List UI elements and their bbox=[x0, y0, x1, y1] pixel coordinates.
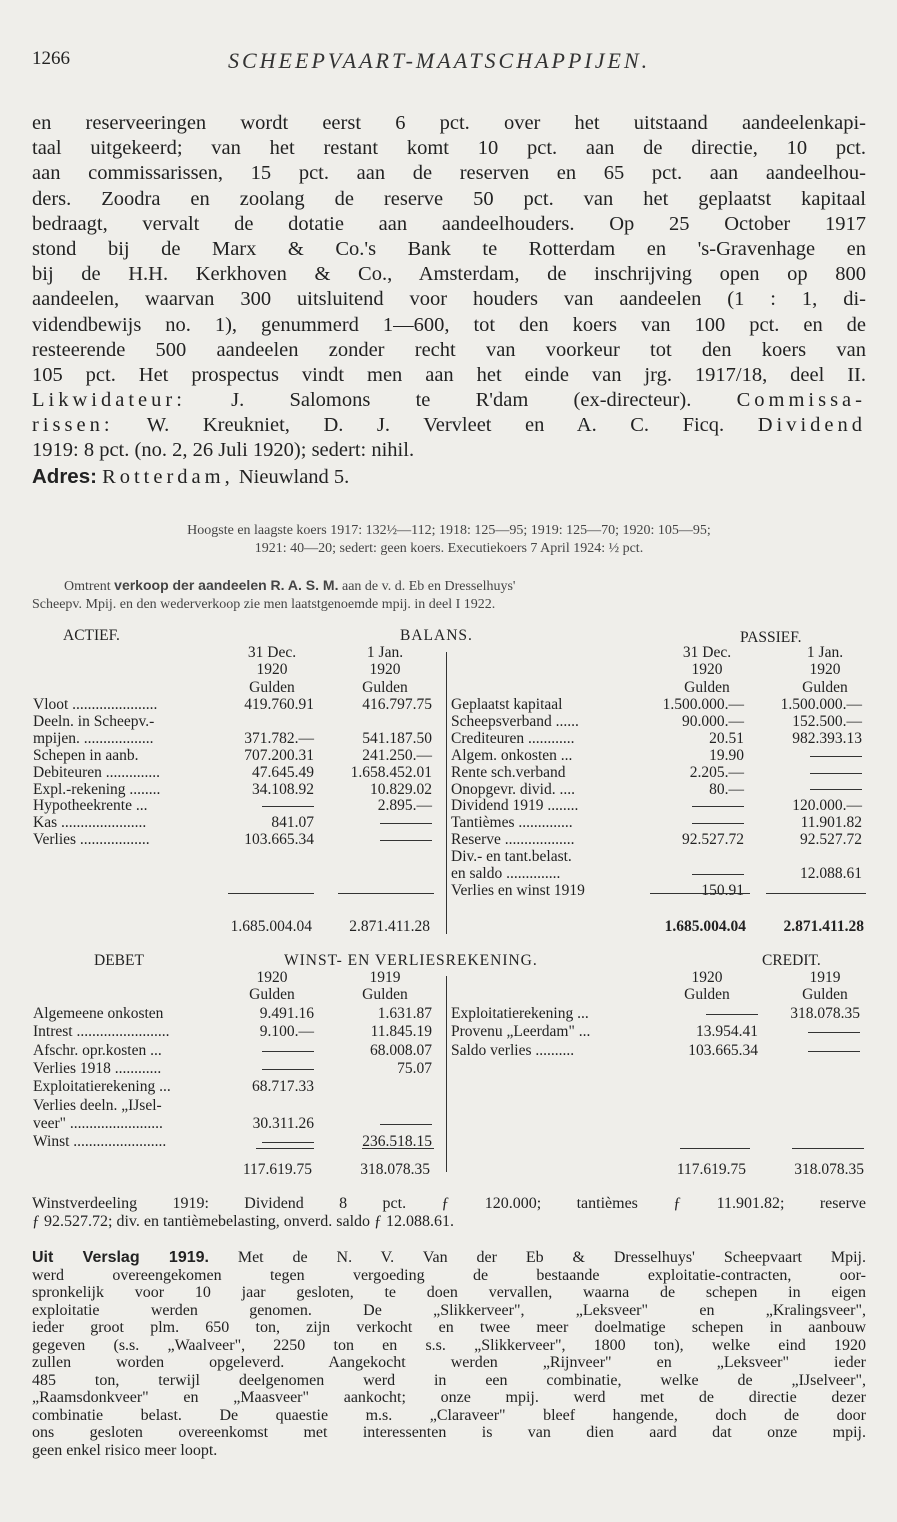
address-city: Rotterdam, bbox=[102, 465, 234, 488]
credit-label: CREDIT. bbox=[762, 952, 821, 969]
report-label: Uit Verslag 1919. bbox=[32, 1249, 209, 1266]
actief-row-value-a: 707.200.31 bbox=[244, 746, 314, 764]
debet-label: DEBET bbox=[94, 952, 144, 969]
actief-row-value-b: 541.187.50 bbox=[362, 729, 432, 747]
actief-row-label: Expl.-rekening ........ bbox=[33, 780, 161, 798]
report-line: Uit Verslag 1919. Met de N. V. Van der Eb & Dresselhuys' Scheepvaart Mpij. bbox=[32, 1249, 866, 1266]
balance-title: BALANS. bbox=[400, 627, 473, 644]
passief-row-value-b: 11.901.82 bbox=[800, 814, 862, 832]
debet-row-label: Exploitatierekening ... bbox=[33, 1078, 171, 1096]
passief-row-value-b: 120.000.— bbox=[792, 797, 862, 815]
actief-row-value-a: 47.645.49 bbox=[252, 763, 314, 781]
debet-row-value-a bbox=[204, 1060, 314, 1077]
col-header: 1920 bbox=[256, 969, 288, 986]
total-rule bbox=[680, 1148, 750, 1149]
intro-line: aan commissarissen, 15 pct. aan de reserven en 65 pct. aan aandeelhou- bbox=[32, 162, 866, 185]
actief-row-label: Vloot ...................... bbox=[33, 696, 158, 713]
passief-row-value-b: 12.088.61 bbox=[800, 865, 862, 882]
passief-row-value-a: 19.90 bbox=[709, 746, 744, 764]
nil-dash bbox=[262, 1051, 314, 1052]
nil-dash bbox=[380, 1124, 432, 1125]
actief-row-label: Kas ...................... bbox=[33, 814, 147, 832]
passief-row-label: Dividend 1919 ........ bbox=[451, 797, 579, 815]
passief-row-label: Onopgevr. divid. .... bbox=[451, 780, 575, 798]
total-rule bbox=[362, 1148, 434, 1149]
actief-total-a: 1.685.004.04 bbox=[230, 918, 312, 935]
nil-dash bbox=[808, 1051, 860, 1052]
col-header: Gulden bbox=[362, 986, 408, 1003]
total-rule bbox=[256, 1148, 314, 1149]
intro-line: taal uitgekeerd; van het restant komt 10 pct. aan de directie, 10 pct. bbox=[32, 137, 866, 160]
col-header: 1920 bbox=[691, 661, 723, 678]
intro-line: aandeelen, waarvan 300 uitsluitend voor houders van aandeelen (1 : 1, di- bbox=[32, 288, 866, 311]
actief-row-value-a: 841.07 bbox=[271, 814, 314, 832]
debet-total-a: 117.619.75 bbox=[242, 1161, 312, 1178]
pnl-title: WINST- EN VERLIESREKENING. bbox=[284, 952, 538, 969]
passief-row-value-a: 2.205.— bbox=[689, 763, 744, 781]
passief-row-label: Geplaatst kapitaal bbox=[451, 696, 563, 713]
passief-total-a: 1.685.004.04 bbox=[664, 918, 746, 935]
report-line: geen enkel risico meer loopt. bbox=[32, 1441, 218, 1459]
actief-row-value-a: 419.760.91 bbox=[244, 696, 314, 713]
passief-row-value-a: 1.500.000.— bbox=[662, 696, 744, 713]
passief-row-label: Verlies en winst 1919 bbox=[451, 881, 585, 899]
passief-row-value-b: 1.500.000.— bbox=[780, 696, 862, 713]
address-street: Nieuwland 5. bbox=[233, 465, 350, 488]
nil-dash bbox=[262, 1069, 314, 1070]
col-header: 1920 bbox=[809, 661, 841, 678]
distribution-line: ƒ 92.527.72; div. en tantièmebelasting, onverd. saldo ƒ 12.088.61. bbox=[32, 1212, 455, 1230]
quotes-line: 1921: 40—20; sedert: geen koers. Executiekoers 7 April 1924: ½ pct. bbox=[254, 541, 644, 556]
distribution-line: Winstverdeeling 1919: Dividend 8 pct. ƒ 120.000; tantièmes ƒ 11.901.82; reserve bbox=[32, 1195, 866, 1212]
liquidator-text: J. Salomons te R'dam (ex-directeur). bbox=[185, 389, 737, 412]
col-header: Gulden bbox=[249, 679, 295, 696]
intro-line: stond bij de Marx & Co.'s Bank te Rotterdam en 's-Gravenhage en bbox=[32, 237, 866, 260]
total-rule bbox=[792, 1148, 864, 1149]
commissioners-text: W. Kreukniet, D. J. Vervleet en A. C. Ficq. bbox=[113, 414, 758, 437]
actief-row-value-a: 34.108.92 bbox=[252, 780, 314, 798]
col-header: 1920 bbox=[369, 661, 401, 678]
credit-row-label: Saldo verlies .......... bbox=[451, 1041, 575, 1059]
passief-row-label: Rente sch.verband bbox=[451, 763, 566, 781]
debet-row-value-b: 11.845.19 bbox=[370, 1023, 432, 1041]
actief-row-value-a: 103.665.34 bbox=[244, 831, 314, 849]
col-header: Gulden bbox=[362, 679, 408, 696]
passief-row-label: Tantièmes .............. bbox=[451, 814, 573, 832]
actief-row-value-b: 416.797.75 bbox=[362, 696, 432, 713]
col-header: 1919 bbox=[809, 969, 841, 986]
debet-row-value-a: 9.100.— bbox=[259, 1023, 314, 1041]
col-header: 31 Dec. bbox=[682, 644, 732, 661]
nil-dash bbox=[808, 1032, 860, 1033]
actief-row-value-b: 1.658.452.01 bbox=[350, 763, 432, 781]
passief-row-value-b: 982.393.13 bbox=[792, 729, 862, 747]
credit-total-b: 318.078.35 bbox=[794, 1161, 864, 1178]
debet-row-label: Verlies 1918 ............ bbox=[33, 1059, 162, 1077]
col-header: 1920 bbox=[691, 969, 723, 986]
actief-row-label: Deeln. in Scheepv.- bbox=[33, 712, 155, 730]
passief-row-value-a: 150.91 bbox=[701, 881, 744, 899]
col-header: 31 Dec. bbox=[247, 644, 297, 661]
intro-line: 105 pct. Het prospectus vindt men aan het einde van jrg. 1917/18, deel II. bbox=[32, 363, 866, 386]
intro-line: en reserveeringen wordt eerst 6 pct. over het uitstaand aandeelenkapi- bbox=[32, 112, 866, 134]
report-line: spronkelijk voor 10 jaar gesloten, te doen vervallen, waarna de schepen in eigen bbox=[32, 1284, 866, 1301]
col-header: 1 Jan. bbox=[366, 644, 404, 661]
page-number: 1266 bbox=[32, 48, 70, 69]
credit-row-value-a: 103.665.34 bbox=[688, 1041, 758, 1059]
intro-line: ders. Zoodra en zoolang de reserve 50 pct. van het geplaatst kapitaal bbox=[32, 187, 866, 210]
credit-total-a: 117.619.75 bbox=[676, 1161, 746, 1178]
report-line: combinatie belast. De quaestie m.s. „Claraveer" bleef hangende, doch de door bbox=[32, 1406, 866, 1424]
passief-row-value-a: 80.— bbox=[709, 780, 744, 798]
report-line: „Raamsdonkveer" en „Maasveer" aankocht; onze mpij. werd met de directie dezer bbox=[32, 1389, 866, 1406]
col-header: Gulden bbox=[249, 986, 295, 1003]
actief-row-label: Schepen in aanb. bbox=[33, 746, 139, 764]
debet-row-value-b: 1.631.87 bbox=[377, 1005, 432, 1022]
note-line: Omtrent verkoop der aandeelen R. A. S. M. aan de v. d. Eb en Dresselhuys' bbox=[64, 577, 516, 594]
credit-row-value-b: 318.078.35 bbox=[790, 1005, 860, 1022]
col-header: Gulden bbox=[802, 986, 848, 1003]
debet-total-b: 318.078.35 bbox=[360, 1161, 430, 1178]
actief-row-value-a: 371.782.— bbox=[244, 729, 314, 747]
report-line: 485 ton, terwijl deelgenomen werd in een combinatie, welke de „IJselveer", bbox=[32, 1371, 866, 1389]
debet-row-label: Intrest ........................ bbox=[33, 1023, 170, 1041]
intro-line: resteerende 500 aandeelen zonder recht van voorkeur tot den koers van bbox=[32, 338, 866, 361]
report-paragraph bbox=[32, 1249, 866, 1459]
debet-row-value-b: 75.07 bbox=[397, 1059, 432, 1077]
actief-row-value-b: 10.829.02 bbox=[370, 780, 432, 798]
report-line: ieder groot plm. 650 ton, zijn verkocht en twee meer doelmatige schepen in aanbouw bbox=[32, 1319, 866, 1336]
debet-row-value-b bbox=[322, 1115, 432, 1132]
debet-row-value-b: 68.008.07 bbox=[370, 1041, 432, 1059]
report-line: ons gesloten overeenkomst met interessenten is van dien aard dat onze mpij. bbox=[32, 1424, 866, 1441]
passief-row-label: en saldo .............. bbox=[451, 865, 561, 882]
credit-row-label: Provenu „Leerdam" ... bbox=[451, 1023, 591, 1041]
debet-row-label: Algemeene onkosten bbox=[33, 1005, 164, 1022]
commissioners-label-cont: rissen: bbox=[32, 414, 114, 437]
actief-row-label: Debiteuren .............. bbox=[33, 763, 160, 781]
report-line: zullen worden opgeleverd. Aangekocht werden „Rijnveer" en „Leksveer" ieder bbox=[32, 1354, 866, 1371]
col-header: Gulden bbox=[684, 986, 730, 1003]
col-header: Gulden bbox=[802, 679, 848, 696]
liquidator-label: Likwidateur: bbox=[32, 389, 186, 412]
col-header: 1919 bbox=[369, 969, 401, 986]
credit-row-value-a bbox=[648, 1005, 758, 1022]
col-header: 1920 bbox=[256, 661, 288, 678]
report-line: gegeven (s.s. „Waalveer", 2250 ton en s.s. „Slikkerveer", 1800 ton), welke eind 1920 bbox=[32, 1336, 866, 1354]
col-header: Gulden bbox=[684, 679, 730, 696]
passief-row-label: Crediteuren ............ bbox=[451, 729, 575, 747]
intro-line: videndbewijs no. 1), genummerd 1—600, tot den koers van 100 pct. en de bbox=[32, 313, 866, 336]
report-line: werd overeengekomen tegen vergoeding de bestaande exploitatie-contracten, oor- bbox=[32, 1266, 866, 1284]
credit-row-label: Exploitatierekening ... bbox=[451, 1005, 589, 1022]
passief-row-value-a: 90.000.— bbox=[682, 712, 744, 730]
quotes-line: Hoogste en laagste koers 1917: 132½—112; 1918: 125—95; 1919: 125—70; 1920: 105—95; bbox=[187, 523, 711, 538]
passief-row-label: Div.- en tant.belast. bbox=[451, 848, 572, 866]
actief-row-label: Verlies .................. bbox=[33, 831, 150, 849]
running-title: SCHEEPVAART-MAATSCHAPPIJEN. bbox=[228, 48, 651, 73]
passief-row-label: Scheepsverband ...... bbox=[451, 712, 579, 730]
debet-row-value-b: 236.518.15 bbox=[362, 1133, 432, 1151]
distribution-paragraph bbox=[32, 1195, 866, 1230]
credit-row-value-b bbox=[750, 1042, 860, 1059]
passief-row-value-a: 20.51 bbox=[709, 729, 744, 747]
column-divider bbox=[446, 976, 447, 1172]
commissioners-label: Commissa- bbox=[736, 389, 866, 412]
actief-label: ACTIEF. bbox=[63, 627, 120, 644]
passief-label: PASSIEF. bbox=[740, 629, 802, 646]
actief-row-label: mpijen. .................. bbox=[33, 729, 154, 747]
debet-row-value-a: 9.491.16 bbox=[259, 1005, 314, 1022]
passief-row-value-b: 92.527.72 bbox=[800, 831, 862, 849]
debet-row-value-a bbox=[204, 1042, 314, 1059]
debet-row-label: Winst ........................ bbox=[33, 1133, 167, 1151]
dividend-line: 1919: 8 pct. (no. 2, 26 Juli 1920); sedert: nihil. bbox=[32, 439, 415, 462]
note-emphasis: verkoop der aandeelen R. A. S. M. bbox=[114, 577, 339, 593]
intro-line: bij de H.H. Kerkhoven & Co., Amsterdam, de inschrijving open op 800 bbox=[32, 263, 866, 286]
nil-dash bbox=[262, 1142, 314, 1143]
debet-row-value-a: 30.311.26 bbox=[252, 1114, 314, 1132]
passief-row-label: Algem. onkosten ... bbox=[451, 746, 573, 764]
actief-row-value-b: 2.895.— bbox=[377, 797, 432, 815]
actief-total-b: 2.871.411.28 bbox=[349, 918, 430, 935]
actief-row-label: Hypotheekrente ... bbox=[33, 797, 148, 815]
report-line: exploitatie werden genomen. De „Slikkerveer", „Leksveer" en „Kralingsveer", bbox=[32, 1301, 866, 1319]
credit-row-value-a: 13.954.41 bbox=[696, 1023, 758, 1041]
debet-row-label: veer" ........................ bbox=[33, 1114, 163, 1132]
credit-row-value-b bbox=[750, 1023, 860, 1040]
debet-row-label: Verlies deeln. „IJsel- bbox=[33, 1096, 162, 1114]
passief-row-value-b: 152.500.— bbox=[792, 712, 862, 730]
col-header: 1 Jan. bbox=[806, 644, 844, 661]
passief-total-b: 2.871.411.28 bbox=[783, 918, 864, 935]
debet-row-value-a: 68.717.33 bbox=[252, 1078, 314, 1096]
actief-row-value-b: 241.250.— bbox=[362, 746, 432, 764]
debet-row-label: Afschr. opr.kosten ... bbox=[33, 1041, 162, 1059]
dividend-label: Dividend bbox=[757, 414, 866, 437]
passief-row-value-a: 92.527.72 bbox=[682, 831, 744, 849]
note-line: Scheepv. Mpij. en den wederverkoop zie men laatstgenoemde mpij. in deel I 1922. bbox=[32, 597, 496, 612]
intro-line: bedraagt, vervalt de dotatie aan aandeelhouders. Op 25 October 1917 bbox=[32, 212, 866, 235]
passief-row-label: Reserve .................. bbox=[451, 831, 575, 849]
address-label: Adres: bbox=[32, 464, 97, 488]
